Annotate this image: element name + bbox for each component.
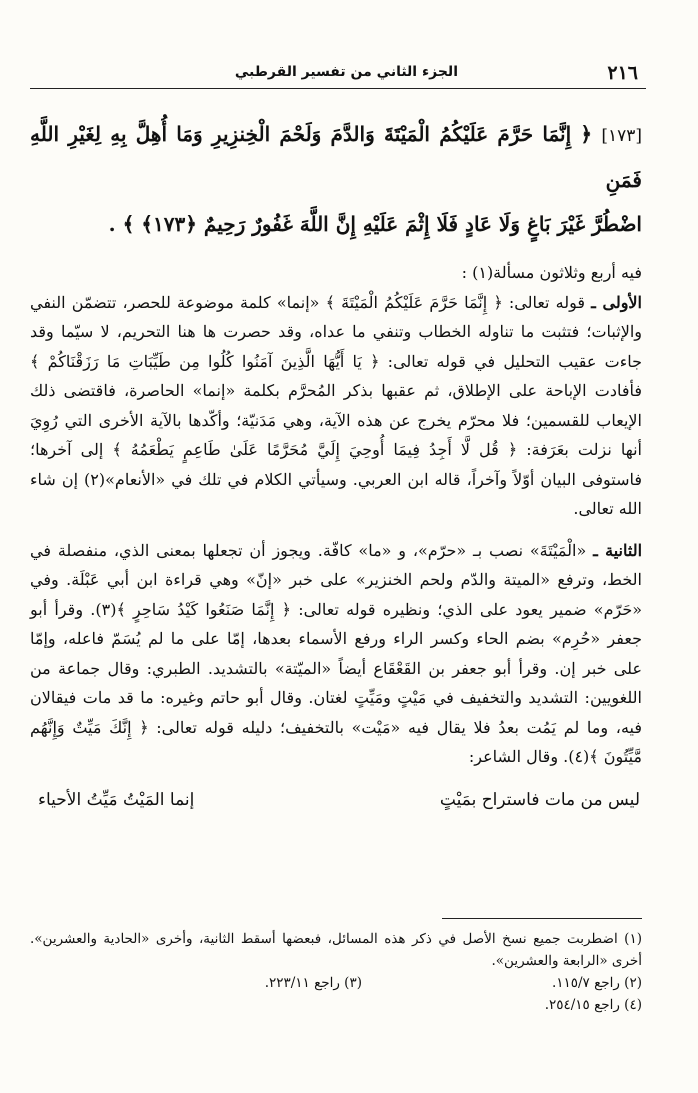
verse-line-2: اضْطُرَّ غَيْرَ بَاغٍ وَلَا عَادٍ فَلَا إِثْمَ عَلَيْهِ إِنَّ اللَّهَ غَفُورٌ رَحِيمٌ ﴿١٧٣﴾ ﴾ . [108, 212, 642, 236]
verse-number: [١٧٣] [601, 126, 642, 146]
page-header [30, 60, 638, 90]
footnote-2: (٢) راجع ١١٥/٧. [551, 975, 642, 991]
issue-second-text: «الْمَيْتَةَ» نصب بـ «حرّم»، و «ما» كافّة. ويجوز أن تجعلها بمعنى الذي، منفصلة في الخط، وترفع «الميتة والدّم ولحم الخنزير» على خبر «إنّ» وهي قراءة ابن أبي عَبْلَة. وفي «حَرّم» ضمير يعود على الذي؛ ونظيره قوله تعالى: ﴿ إِنَّمَا صَنَعُوا كَيْدُ سَاحِرٍ ﴾(٣). وقرأ أبو جعفر «حُرِم» بضم الحاء وكسر الراء ورفع الأسماء بعدها، إمّا على ما لم يُسَمّ فاعله، وإمّا على خبر إن. وقرأ أبو جعفر بن القَعْقَاع أيضاً «الميّتة» بالتشديد. الطبري: وقال جماعة من اللغويين: التشديد والتخفيف في مَيْتٍ ومَيِّتٍ لغتان. وقال أبو حاتم وغيره: ما قد مات فيقالان فيه، وما لم يَمُت بعدُ فلا يقال فيه «مَيْت» بالتخفيف؛ دليله قوله تعالى: ﴿ إِنَّكَ مَيِّتٌ وَإِنَّهُم مَّيِّتُونَ ﴾(٤). وقال الشاعر: [30, 540, 643, 766]
intro-line: فيه أربع وثلاثون مسألة(١) : [461, 263, 642, 282]
footnotes [30, 928, 642, 1016]
page-number: ٢١٦ [607, 62, 638, 84]
header-divider [30, 88, 646, 89]
footnote-4: (٤) راجع ٢٥٤/١٥. [544, 997, 642, 1013]
issue-first-lead: الأولى ـ [591, 292, 643, 312]
footnote-3: (٣) راجع ٢٢٣/١١. [264, 975, 362, 991]
poem-verse [30, 786, 642, 816]
issue-first-text: قوله تعالى: ﴿ إِنَّمَا حَرَّمَ عَلَيْكُمُ الْمَيْتَةَ ﴾ «إنما» كلمة موضوعة للحصر، تتضمّن النفي والإثبات؛ فتثبت ما تناوله الخطاب وتنفي ما عداه، وقد حصرت ها هنا التحريم، لا سيّما وقد جاءت عقيب التحليل في قوله تعالى: ﴿ يَا أَيُّهَا الَّذِينَ آمَنُوا كُلُوا مِن طَيِّبَاتِ مَا رَزَقْنَاكُمْ ﴾ فأفادت الإباحة على الإطلاق، ثم عقبها بذكر المُحرَّم بكلمة «إنما» الحاصرة، فاقتضى ذلك الإيعاب للقسمين؛ فلا محرّم يخرج عن هذه الآية، وهي مَدَنيّة؛ وأكّدها بالآية الأخرى التي رُوِيَ أنها نزلت بعَرَفة: ﴿ قُل لَّا أَجِدُ فِيمَا أُوحِيَ إِلَيَّ مُحَرَّمًا عَلَىٰ طَاعِمٍ يَطْعَمُهُ ﴾ إلى آخرها؛ فاستوفى البيان أوّلاً وآخراً، قاله ابن العربي. وسيأتي الكلام في تلك في «الأنعام»(٢) إن شاء الله تعالى. [30, 292, 643, 518]
verse-line-1 [30, 112, 642, 202]
main-text [30, 112, 642, 815]
issue-second-lead: الثانية ـ [593, 540, 643, 560]
footnote-row-2 [30, 972, 642, 994]
poem-hemistich-1: ليس من مات فاستراح بمَيْتٍ [439, 789, 640, 810]
verse-text-1: ﴿ إِنَّمَا حَرَّمَ عَلَيْكُمُ الْمَيْتَةَ وَالدَّمَ وَلَحْمَ الْخِنزِيرِ وَمَا أُهِلَّ بِهِ لِغَيْرِ اللَّهِ فَمَنِ [30, 122, 642, 192]
issue-first [30, 288, 642, 524]
issue-second [30, 536, 642, 772]
footnote-divider [442, 918, 642, 919]
poem-hemistich-2: إنما المَيْتُ مَيِّتُ الأحياء [38, 789, 195, 810]
footnote-1: (١) اضطربت جميع نسخ الأصل في ذكر هذه المسائل، فبعضها أسقط الثانية، وأخرى «الحادية والعشرين». أخرى «الرابعة والعشرين». [30, 931, 642, 969]
running-title: الجزء الثاني من تفسير القرطبي [234, 64, 458, 80]
